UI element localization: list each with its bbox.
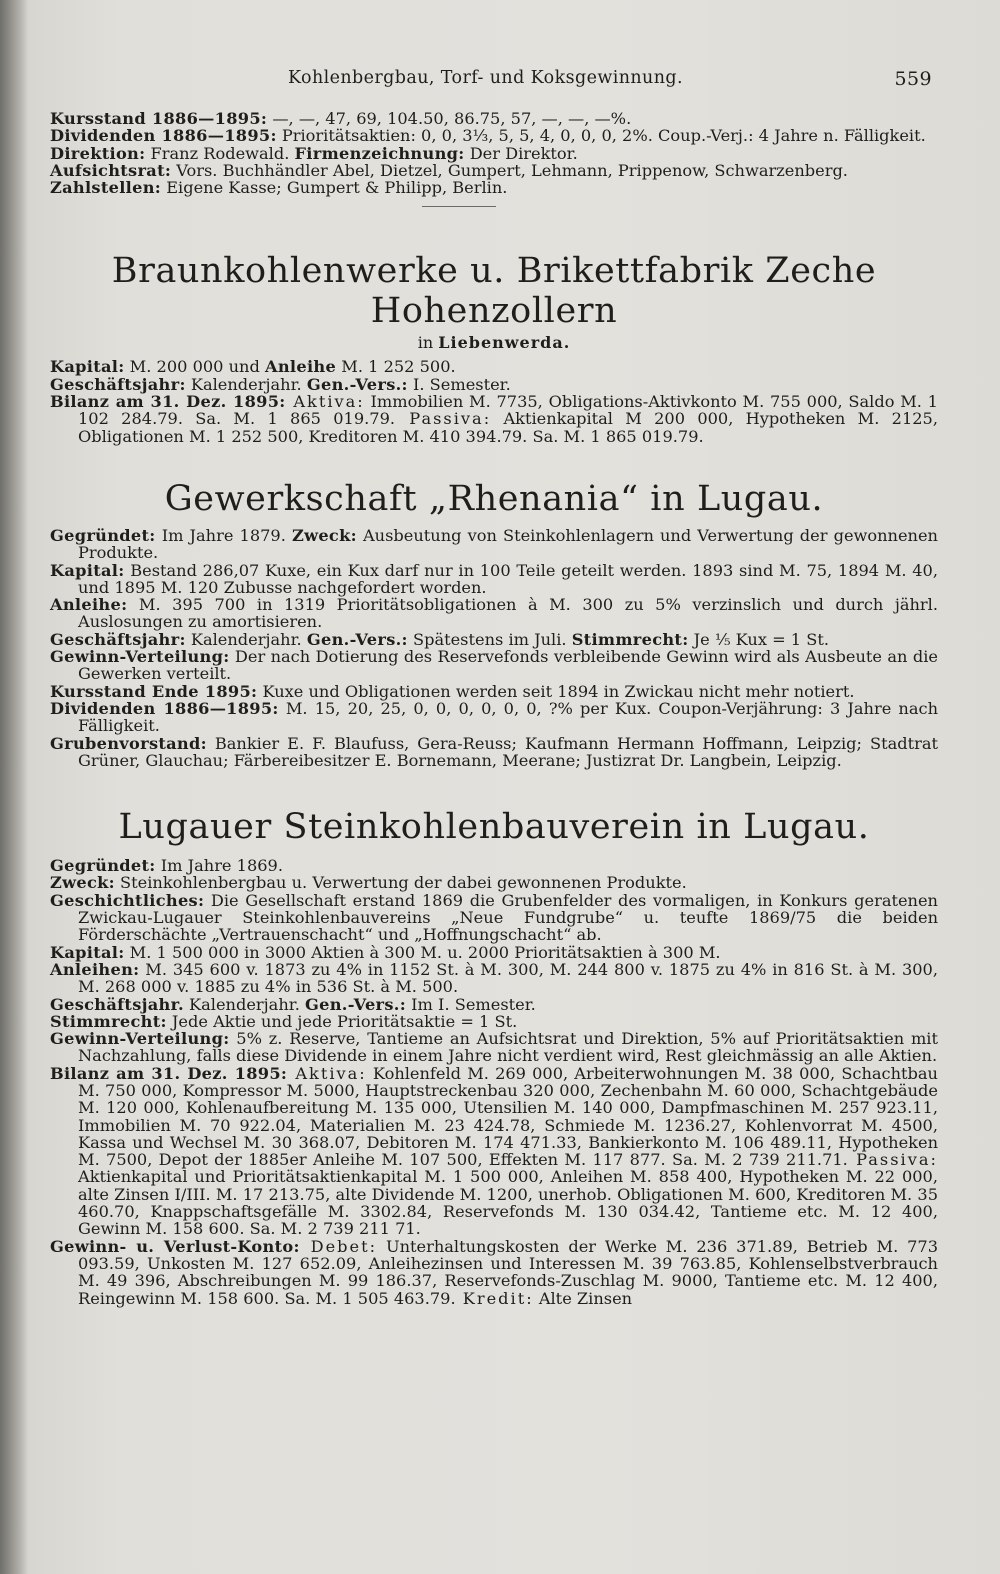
field-label: Zweck: xyxy=(291,525,357,545)
field-value: Bestand 286,07 Kuxe, ein Kux darf nur in 100 Teile geteilt werden. 1893 sind M. 75, 1894 M. 40, und 1895 M. 120 Zubusse nachgefordert worden. xyxy=(78,560,938,597)
field-value: Kalenderjahr. xyxy=(185,374,307,394)
field-value: Aktienkapital und Prioritätsaktienkapital M. 1 500 000, Anleihen M. 858 400, Hypotheken M. 22 000, alte Zinsen I/III. M. 17 213.75, alte Dividende M. 1200, unerhob. Obligationen M. 600, Kreditoren M. 35 460.70, Knappschaftsgefälle M. 3302.84, Reservefonds M. 130 034.42, Tantieme etc. M. 12 400, Gewinn M. 158 600. Sa. M. 2 739 211 71. xyxy=(78,1167,938,1239)
entry-line xyxy=(50,596,938,631)
field-label: Dividenden 1886—1895: xyxy=(50,698,279,718)
field-label: Debet: xyxy=(299,1236,378,1256)
field-value: Eigene Kasse; Gumpert & Philipp, Berlin. xyxy=(161,178,508,198)
running-header xyxy=(288,68,932,90)
field-label: Stimmrecht: xyxy=(571,629,689,649)
entry-line xyxy=(50,179,938,196)
field-value: Bankier E. F. Blaufuss, Gera-Reuss; Kaufmann Hermann Hoffmann, Leipzig; Stadtrat Grüner, Glauchau; Färbereibesitzer E. Bornemann, Meerane; Justizrat Dr. Langbein, Leipzig. xyxy=(78,733,938,770)
field-value: Im Jahre 1879. xyxy=(155,525,292,545)
company-title: Gewerkschaft „Rhenania“ in Lugau. xyxy=(164,478,824,519)
field-value: Jede Aktie und jede Prioritätsaktie = 1 St. xyxy=(166,1011,518,1031)
field-value: Kalenderjahr. xyxy=(183,994,306,1014)
field-label: Dividenden 1886—1895: xyxy=(50,126,277,146)
entry-line xyxy=(50,961,938,996)
company-title: Braunkohlenwerke u. Brikettfabrik Zeche Hohenzollern xyxy=(111,251,877,332)
entry-line xyxy=(50,358,938,375)
field-value: Kalenderjahr. xyxy=(185,629,307,649)
entry-line xyxy=(50,376,938,393)
field-label: Stimmrecht: xyxy=(50,1011,167,1031)
section-divider xyxy=(422,206,496,207)
entry-line xyxy=(50,683,938,700)
field-label: Kapital: xyxy=(50,357,125,377)
company-entry xyxy=(50,358,938,444)
entry-line xyxy=(50,145,938,162)
field-value: Spätestens im Juli. xyxy=(407,629,572,649)
field-value: M. 1 252 500. xyxy=(336,357,456,377)
company-location: in Liebenwerda. xyxy=(417,333,571,353)
field-value: Der nach Dotierung des Reservefonds verbleibende Gewinn wird als Ausbeute an die Gewerken verteilt. xyxy=(78,647,938,684)
entry-line xyxy=(50,700,938,735)
field-label: Anleihen: xyxy=(50,959,140,979)
entry-line xyxy=(50,874,938,891)
field-label: Grubenvorstand: xyxy=(50,733,207,753)
entry-line xyxy=(50,648,938,683)
field-label: Aktiva: xyxy=(287,1063,367,1083)
entry-line xyxy=(50,631,938,648)
field-label: Passiva: xyxy=(847,1150,938,1170)
field-value: Aktienkapital M 200 000, Hypotheken M. 2125, Obligationen M. 1 252 500, Kreditoren M. 410 394.79. Sa. M. 1 865 019.79. xyxy=(78,409,938,446)
entry-continued xyxy=(50,110,938,196)
field-label: Gen.-Vers.: xyxy=(306,374,408,394)
field-value: Alte Zinsen xyxy=(533,1288,633,1308)
field-label: Firmenzeichnung: xyxy=(294,143,465,163)
field-label: Kapital: xyxy=(50,942,125,962)
field-value: Franz Rodewald. xyxy=(145,143,295,163)
field-label: Zweck: xyxy=(50,873,115,893)
field-value: Ausbeutung von Steinkohlenlagern und Verwertung der gewonnenen Produkte. xyxy=(78,525,938,563)
field-label: Kapital: xyxy=(50,560,125,580)
field-value: Kohlenfeld M. 269 000, Arbeiterwohnungen M. 38 000, Schachtbau M. 750 000, Kompressor M. 5000, Hauptstreckenbau 320 000, Zechenbahn M. 60 000, Schachtgebäude M. 120 000, Kohlenaufbereitung M. 135 000, Utensilien M. 140 000, Dampfmaschinen M. 257 923.11, Immobilien M. 70 922.04, Materialien M. 23 424.78, Schmiede M. 1236.27, Kohlenvorrat M. 4500, Kassa und Wechsel M. 30 368.07, Debitoren M. 174 471.33, Bankierkonto M. 106 489.11, Hypotheken M. 7500, Depot der 1885er Anleihe M. 107 500, Effekten M. 117 877. Sa. M. 2 739 211.71. xyxy=(78,1063,938,1170)
page-number: 559 xyxy=(894,68,932,90)
field-label: Kredit: xyxy=(455,1288,534,1308)
entry-line xyxy=(50,162,938,179)
field-value: Im I. Semester. xyxy=(406,994,536,1014)
field-label: Geschichtliches: xyxy=(50,890,205,910)
field-value: M. 345 600 v. 1873 zu 4% in 1152 St. à M. 300, M. 244 800 v. 1875 zu 4% in 816 St. à M. 300, M. 268 000 v. 1885 zu 4% in 536 St. à M. 500. xyxy=(78,959,938,997)
field-label: Gewinn-Verteilung: xyxy=(50,1029,230,1049)
company-title: Lugauer Steinkohlenbauverein in Lugau. xyxy=(118,807,870,848)
field-label: Gegründet: xyxy=(50,856,156,876)
field-label: Gewinn- u. Verlust-Konto: xyxy=(50,1236,300,1256)
field-value: M. 1 500 000 in 3000 Aktien à 300 M. u. 2000 Prioritätsaktien à 300 M. xyxy=(124,942,721,962)
field-label: Geschäftsjahr: xyxy=(50,374,186,394)
entry-line xyxy=(50,1065,938,1238)
field-value: Je ⅕ Kux = 1 St. xyxy=(688,629,829,649)
entry-line xyxy=(50,127,938,144)
field-value: Kuxe und Obligationen werden seit 1894 in Zwickau nicht mehr notiert. xyxy=(257,681,855,701)
field-label: Geschäftsjahr: xyxy=(50,629,186,649)
entry-line xyxy=(50,1238,938,1307)
field-label: Kursstand 1886—1895: xyxy=(50,109,268,128)
field-value: —, —, 47, 69, 104.50, 86.75, 57, —, —, —%. xyxy=(267,109,632,128)
field-value: Die Gesellschaft erstand 1869 die Grubenfelder des vormaligen, in Konkurs geratenen Zwickau-Lugauer Steinkohlenbauvereins „Neue Fundgrube“ u. teufte 1869/75 die beiden Förderschächte „Vertrauenschacht“ und „Hoffnungschacht“ ab. xyxy=(78,890,938,945)
field-label: Gewinn-Verteilung: xyxy=(50,647,230,667)
entry-line xyxy=(50,527,938,562)
entry-line xyxy=(50,562,938,597)
field-label: Zahlstellen: xyxy=(50,178,162,198)
field-value: Prioritätsaktien: 0, 0, 3⅓, 5, 5, 4, 0, 0, 0, 2%. Coup.-Verj.: 4 Jahre n. Fälligkeit. xyxy=(276,126,926,146)
field-value: Steinkohlenbergbau u. Verwertung der dabei gewonnenen Produkte. xyxy=(114,873,687,893)
entry-line xyxy=(50,996,938,1013)
field-value: I. Semester. xyxy=(407,374,511,394)
field-label: Geschäftsjahr. xyxy=(50,994,184,1014)
field-label: Aufsichtsrat: xyxy=(50,160,172,180)
field-value: Immobilien M. 7735, Obligations-Aktivkonto M. 755 000, Saldo M. 1 102 284.79. Sa. M. 1 865 019.79. xyxy=(78,392,938,429)
field-label: Aktiva: xyxy=(285,392,365,412)
entry-line xyxy=(50,110,938,127)
field-label: Passiva: xyxy=(395,409,492,429)
field-label: Gen.-Vers.: xyxy=(305,994,407,1014)
entry-line xyxy=(50,1013,938,1030)
field-value: M. 200 000 und xyxy=(124,357,265,377)
entry-line xyxy=(50,735,938,770)
book-spine-shadow xyxy=(0,0,28,1574)
field-value: Unterhaltungskosten der Werke M. 236 371.89, Betrieb M. 773 093.59, Unkosten M. 127 652.09, Anleihezinsen und Interessen M. 39 763.85, Kohlenselbstverbrauch M. 49 396, Abschreibungen M. 99 186.37, Reservefonds-Zuschlag M. 9000, Tantieme etc. M. 12 400, Reingewinn M. 158 600. Sa. M. 1 505 463.79. xyxy=(78,1236,938,1308)
field-value: 5% z. Reserve, Tantieme an Aufsichtsrat und Direktion, 5% auf Prioritätsaktien mit Nachzahlung, falls diese Dividende in einem Jahre nicht verdient wird, Rest gleichmässig an alle Aktien. xyxy=(78,1029,938,1066)
entry-line xyxy=(50,892,938,944)
field-label: Gegründet: xyxy=(50,525,156,545)
entry-line xyxy=(50,857,938,874)
field-value: M. 395 700 in 1319 Prioritätsobligationen à M. 300 zu 5% verzinslich und durch jährl. Auslosungen zu amortisieren. xyxy=(78,595,938,632)
company-entry xyxy=(50,527,938,769)
entry-line xyxy=(50,1030,938,1065)
field-label: Bilanz am 31. Dez. 1895: xyxy=(50,392,286,412)
field-label: Direktion: xyxy=(50,143,146,163)
running-title: Kohlenbergbau, Torf- und Koksgewinnung. xyxy=(288,68,683,88)
field-label: Anleihe xyxy=(265,357,337,377)
field-label: Bilanz am 31. Dez. 1895: xyxy=(50,1063,288,1083)
entry-line xyxy=(50,393,938,445)
company-entry xyxy=(50,857,938,1307)
field-label: Gen.-Vers.: xyxy=(306,629,408,649)
field-value: Der Direktor. xyxy=(464,143,578,163)
field-label: Anleihe: xyxy=(50,595,128,615)
entry-line xyxy=(50,944,938,961)
field-value: M. 15, 20, 25, 0, 0, 0, 0, 0, 0, ?% per Kux. Coupon-Verjährung: 3 Jahre nach Fälligkeit. xyxy=(78,698,938,736)
field-value: Vors. Buchhändler Abel, Dietzel, Gumpert, Lehmann, Prippenow, Schwarzenberg. xyxy=(171,160,848,180)
field-label: Kursstand Ende 1895: xyxy=(50,681,258,701)
field-value: Im Jahre 1869. xyxy=(155,856,283,876)
